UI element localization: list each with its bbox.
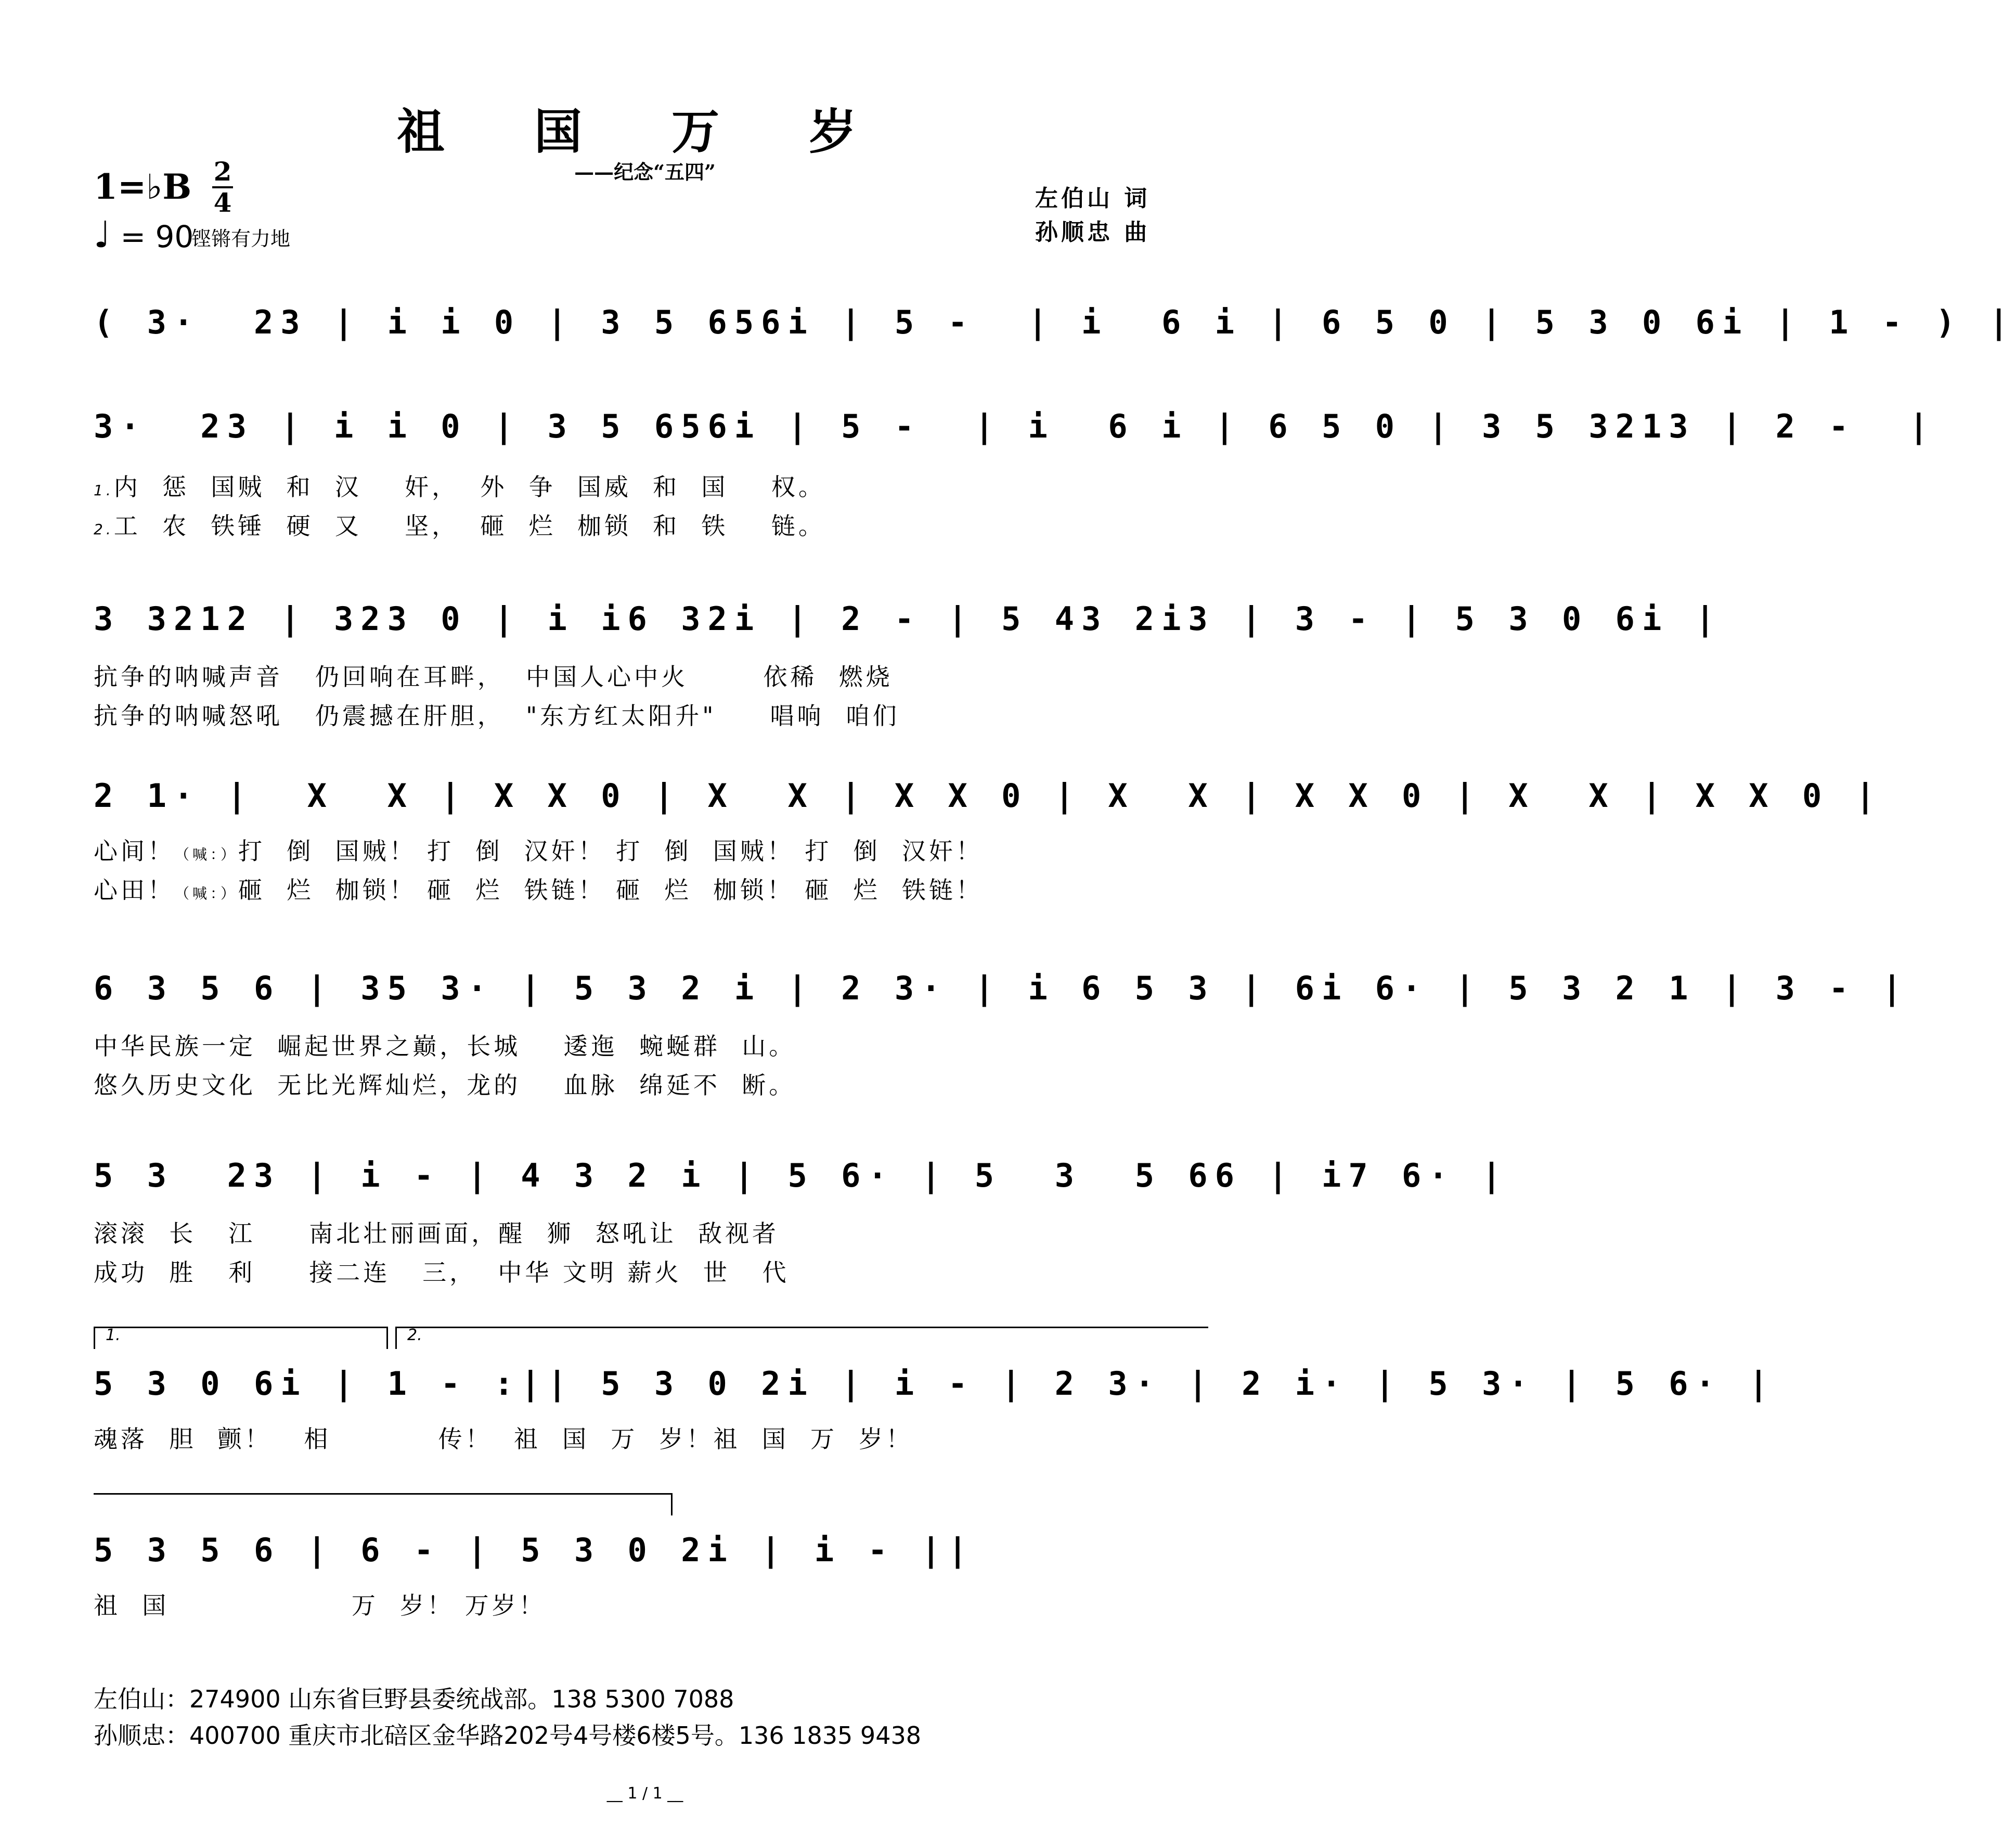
- staff-line-5: [94, 1145, 1509, 1207]
- lyricist-credit: 左伯山 词: [1035, 185, 1151, 212]
- expression-marking: 铿锵有力地: [191, 227, 291, 250]
- lyric-verse-1: [94, 832, 1196, 867]
- tempo-value: = 90: [120, 219, 194, 254]
- song-title: 祖 国 万 岁: [396, 104, 894, 160]
- lyric-verse-2: [94, 871, 1196, 906]
- notation-line: 5 3 5 6 | 6 - | 5 3 0 2i | i - ||: [94, 1531, 975, 1569]
- staff-line-1: [94, 395, 1936, 458]
- notation-line: 5 3 0 6i | 1 - :|| 5 3 0 2i | i - | 2 3· | 2 i· | 5 3· | 5 6· |: [94, 1365, 1776, 1403]
- lyric-line: 魂落 胆 颤！ 相 传！ 祖 国 万 岁！祖 国 万 岁！: [94, 1425, 913, 1453]
- lyric-text: 打 倒 国贼！ 打 倒 汉奸！ 打 倒 国贼！ 打 倒 汉奸！: [238, 837, 983, 865]
- song-subtitle: ——纪念“五四”: [574, 160, 716, 184]
- staff-line-7: [94, 1519, 975, 1582]
- page-number: __ 1 / 1 __: [606, 1784, 683, 1803]
- coda-bracket: [94, 1493, 673, 1515]
- notation-line: 5 3 23 | i - | 4 3 2 i | 5 6· | 5 3 5 66 | i7 6· |: [94, 1156, 1509, 1194]
- contact-lyricist: 左伯山：274900 山东省巨野县委统战部。138 5300 7088: [94, 1685, 734, 1713]
- staff-line-4: [94, 957, 1909, 1020]
- staff-line-3: [94, 765, 1882, 827]
- shout-marker: （喊：）: [175, 846, 239, 863]
- key-signature: 1=♭B: [94, 166, 192, 207]
- lyric-verse-1: 抗争的呐喊声音 仍回响在耳畔， 中国人心中火 依稀 燃烧: [94, 663, 893, 691]
- volta-label: 1.: [106, 1326, 121, 1344]
- notation-line: 3 3212 | 323 0 | i i6 32i | 2 - | 5 43 2i3 | 3 - | 5 3 0 6i |: [94, 600, 1722, 638]
- volta-label: 2.: [407, 1326, 422, 1344]
- lyric-pre: 心间！: [94, 837, 175, 865]
- staff-line-6: [94, 1353, 1776, 1415]
- lyric-verse-1: [94, 468, 1196, 503]
- lyric-verse-2: 悠久历史文化 无比光辉灿烂，龙的 血脉 绵延不 断。: [94, 1071, 796, 1099]
- notation-line: ( 3· 23 | i i 0 | 3 5 656i | 5 - | i 6 i | 6 5 0 | 5 3 0 6i | 1 - ) |: [94, 303, 2016, 341]
- lyric-text: 砸 烂 枷锁！ 砸 烂 铁链！ 砸 烂 枷锁！ 砸 烂 铁链！: [238, 876, 983, 904]
- tempo-marking: [94, 213, 193, 256]
- notation-line: 6 3 5 6 | 35 3· | 5 3 2 i | 2 3· | i 6 5 3 | 6i 6· | 5 3 2 1 | 3 - |: [94, 969, 1909, 1007]
- staff-line-2: [94, 588, 1722, 650]
- lyric-pre: 心田！: [94, 876, 175, 904]
- verse-number: 2.: [94, 521, 114, 538]
- meter-bottom: 4: [213, 187, 232, 218]
- volta-bracket-2: [395, 1327, 1207, 1347]
- lyric-text: 内 惩 国贼 和 汉 奸， 外 争 国威 和 国 权。: [113, 473, 825, 501]
- meter-top: 2: [213, 156, 232, 187]
- lyric-verse-1: 中华民族一定 崛起世界之巅，长城 逶迤 蜿蜒群 山。: [94, 1032, 796, 1060]
- shout-marker: （喊：）: [175, 885, 239, 902]
- notation-line: 3· 23 | i i 0 | 3 5 656i | 5 - | i 6 i | 6 5 0 | 3 5 3213 | 2 - |: [94, 407, 1936, 445]
- verse-number: 1.: [94, 482, 114, 499]
- lyric-verse-2: 抗争的呐喊怒吼 仍震撼在肝胆， "东方红太阳升" 唱响 咱们: [94, 702, 900, 730]
- lyric-verse-2: 成功 胜 利 接二连 三， 中华 文明 薪火 世 代: [94, 1258, 790, 1287]
- lyric-verse-1: 滚滚 长 江 南北壮丽画面，醒 狮 怒吼让 敌视者: [94, 1219, 779, 1248]
- lyric-text: 工 农 铁锤 硬 又 坚， 砸 烂 枷锁 和 铁 链。: [113, 512, 825, 540]
- time-signature: [212, 156, 233, 218]
- staff-line-intro: [94, 291, 2016, 354]
- contact-composer: 孙顺忠：400700 重庆市北碚区金华路202号4号楼6楼5号。136 1835 9438: [94, 1721, 921, 1750]
- lyric-verse-2: [94, 507, 1196, 542]
- quarter-note-icon: ♩: [94, 213, 111, 256]
- volta-bracket-1: [94, 1327, 385, 1347]
- lyric-line: 祖 国 万 岁！ 万岁！: [94, 1591, 546, 1620]
- composer-credit: 孙顺忠 曲: [1035, 219, 1151, 246]
- notation-line: 2 1· | X X | X X 0 | X X | X X 0 | X X | X X 0 | X X | X X 0 |: [94, 777, 1882, 815]
